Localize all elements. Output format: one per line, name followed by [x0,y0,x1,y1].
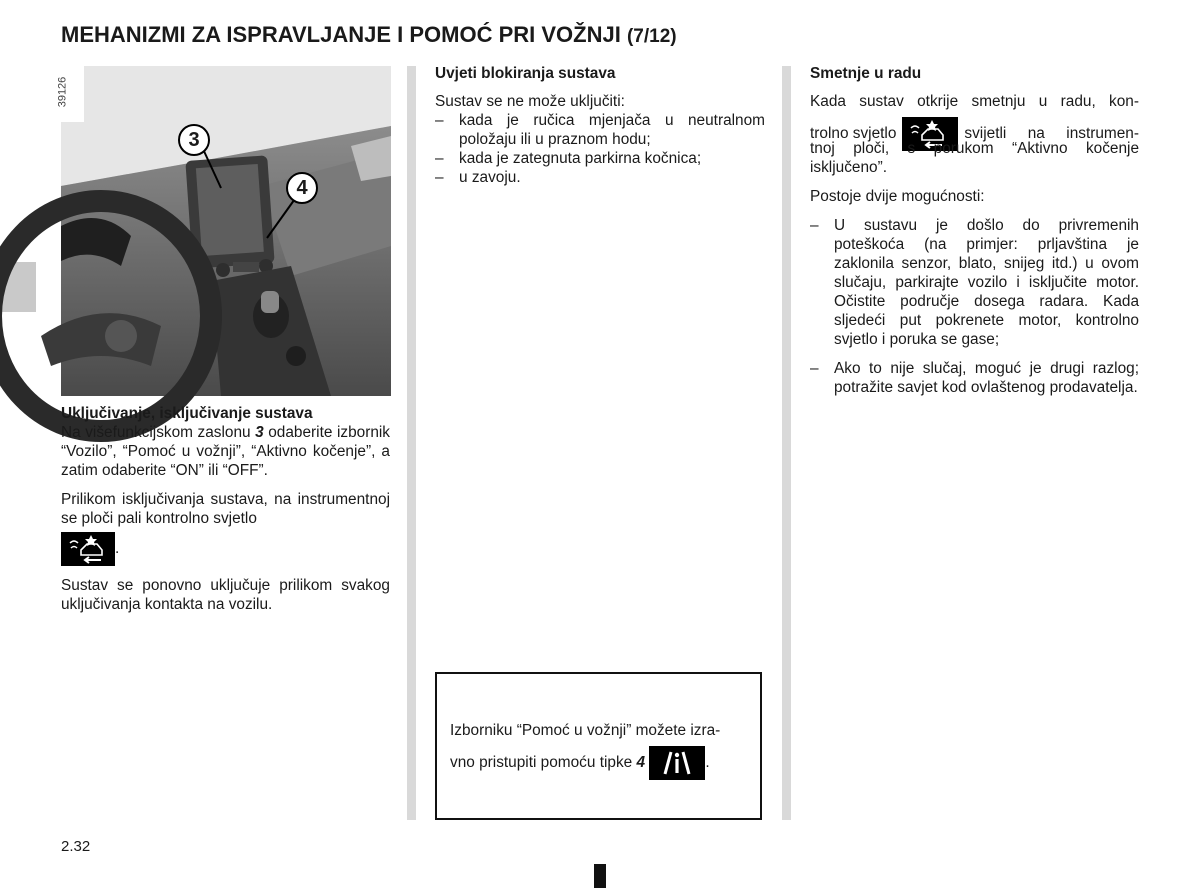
blocking-intro: Sustav se ne može uključiti: [435,93,625,110]
column-divider-right [782,66,791,820]
info-box-line-1: Izborniku “Pomoć u vožnji” možete izra- [450,722,721,739]
callout-ref-3: 3 [255,424,264,441]
fault-line-1: Kada sustav otkrije smetnju u radu, kon- [810,93,1139,110]
title-text: MEHANIZMI ZA ISPRAVLJANJE I POMOĆ PRI VOŽNJI [61,22,621,47]
figure-code: 39126 [56,76,69,108]
blocking-item-1-text: kada je ručica mjenjača u neutralnom položaju ili u praznom hodu; [459,112,765,148]
blocking-item-2-text: kada je zategnuta parkirna kočnica; [459,150,702,167]
enable-text-b: odaberite izbornik “Vozilo”, “Pomoć u vožnji”, “Aktivno kočenje”, a zatim odaberite “ON” ili “OFF”. [61,424,390,479]
info-box [435,672,762,820]
reenable-paragraph: Sustav se ponovno uključuje prilikom svakog uključivanja kontakta na vozilu. [61,577,390,613]
info-box-line-2 [450,746,710,780]
section-heading-faults: Smetnje u radu [810,65,922,82]
callout-4-label: 4 [296,177,308,199]
disable-icon-line [61,532,390,566]
possibilities-intro: Postoje dvije mogućnosti: [810,188,985,205]
possibility-item-2-text: Ako to nije slučaj, moguć je drugi razlog; potražite savjet kod ovlaštenog prodavatelja. [834,360,1139,396]
title-page-fraction: (7/12) [626,26,677,47]
disable-paragraph [61,490,390,528]
blocking-item-2: – kada je zategnuta parkirna kočnica; [435,150,702,167]
active-braking-warning-icon [61,532,115,566]
enable-paragraph [61,423,390,480]
blocking-item-3-text: u zavoju. [459,169,521,186]
section-heading-blocking: Uvjeti blokiranja sustava [435,65,616,82]
page-title [61,22,677,48]
callout-ref-4: 4 [636,754,646,772]
fault-text-d: tnoj ploči, s porukom “Aktivno kočenje isključeno”. [810,140,1139,176]
possibility-item-2: – Ako to nije slučaj, moguć je drugi razlog; potražite savjet kod ovlaštenog prodavatelja. [810,360,1139,396]
driving-aid-button-icon [649,746,705,780]
left-column [61,404,390,614]
disable-text-end: . [115,540,120,558]
disable-text: Prilikom isključivanja sustava, na instrumentnoj se ploči pali kontrolno svjetlo [61,491,390,527]
page-number: 2.32 [61,838,91,855]
right-column [810,64,1139,397]
fault-text-c: svijetli na instrumen- [964,125,1139,142]
callout-4 [286,172,318,204]
blocking-item-1: – kada je ručica mjenjača u neutralnom položaju ili u praznom hodu; [435,112,765,148]
blocking-item-3: – u zavoju. [435,169,521,186]
info-box-line-2-text: vno pristupiti pomoću tipke [450,754,637,772]
section-heading-enable: Uključivanje, isključivanje sustava [61,405,313,422]
info-box-line-2-end: . [705,754,710,772]
possibility-item-1: – U sustavu je došlo do privremenih poteškoća (na primjer: prljavština je zaklonila senzor, blato, snijeg itd.) u ovom slučaju, parkirajte vozilo i isključite motor. Očistite područje dosega radara. Kada sljedeći put pokrenete motor, kontrolno svjetlo i poruka se gase; [810,217,1139,348]
middle-column [435,64,765,187]
enable-text-a: Na višefunkcijskom zaslonu [61,424,256,441]
callout-3 [178,124,210,156]
fault-text-b: trolno svjetlo [810,125,897,142]
column-divider-left [407,66,416,820]
dashboard-photo [56,66,391,396]
callout-3-label: 3 [188,129,200,151]
possibility-item-1-text: U sustavu je došlo do privremenih poteškoća (na primjer: prljavština je zaklonila senzor, blato, snijeg itd.) u ovom slučaju, parkirajte vozilo i isključite motor. Očistite područje dosega radara. Kada sljedeći put pokrenete motor, kontrolno svjetlo i poruka se gase; [834,217,1139,348]
bottom-marker [594,864,606,888]
